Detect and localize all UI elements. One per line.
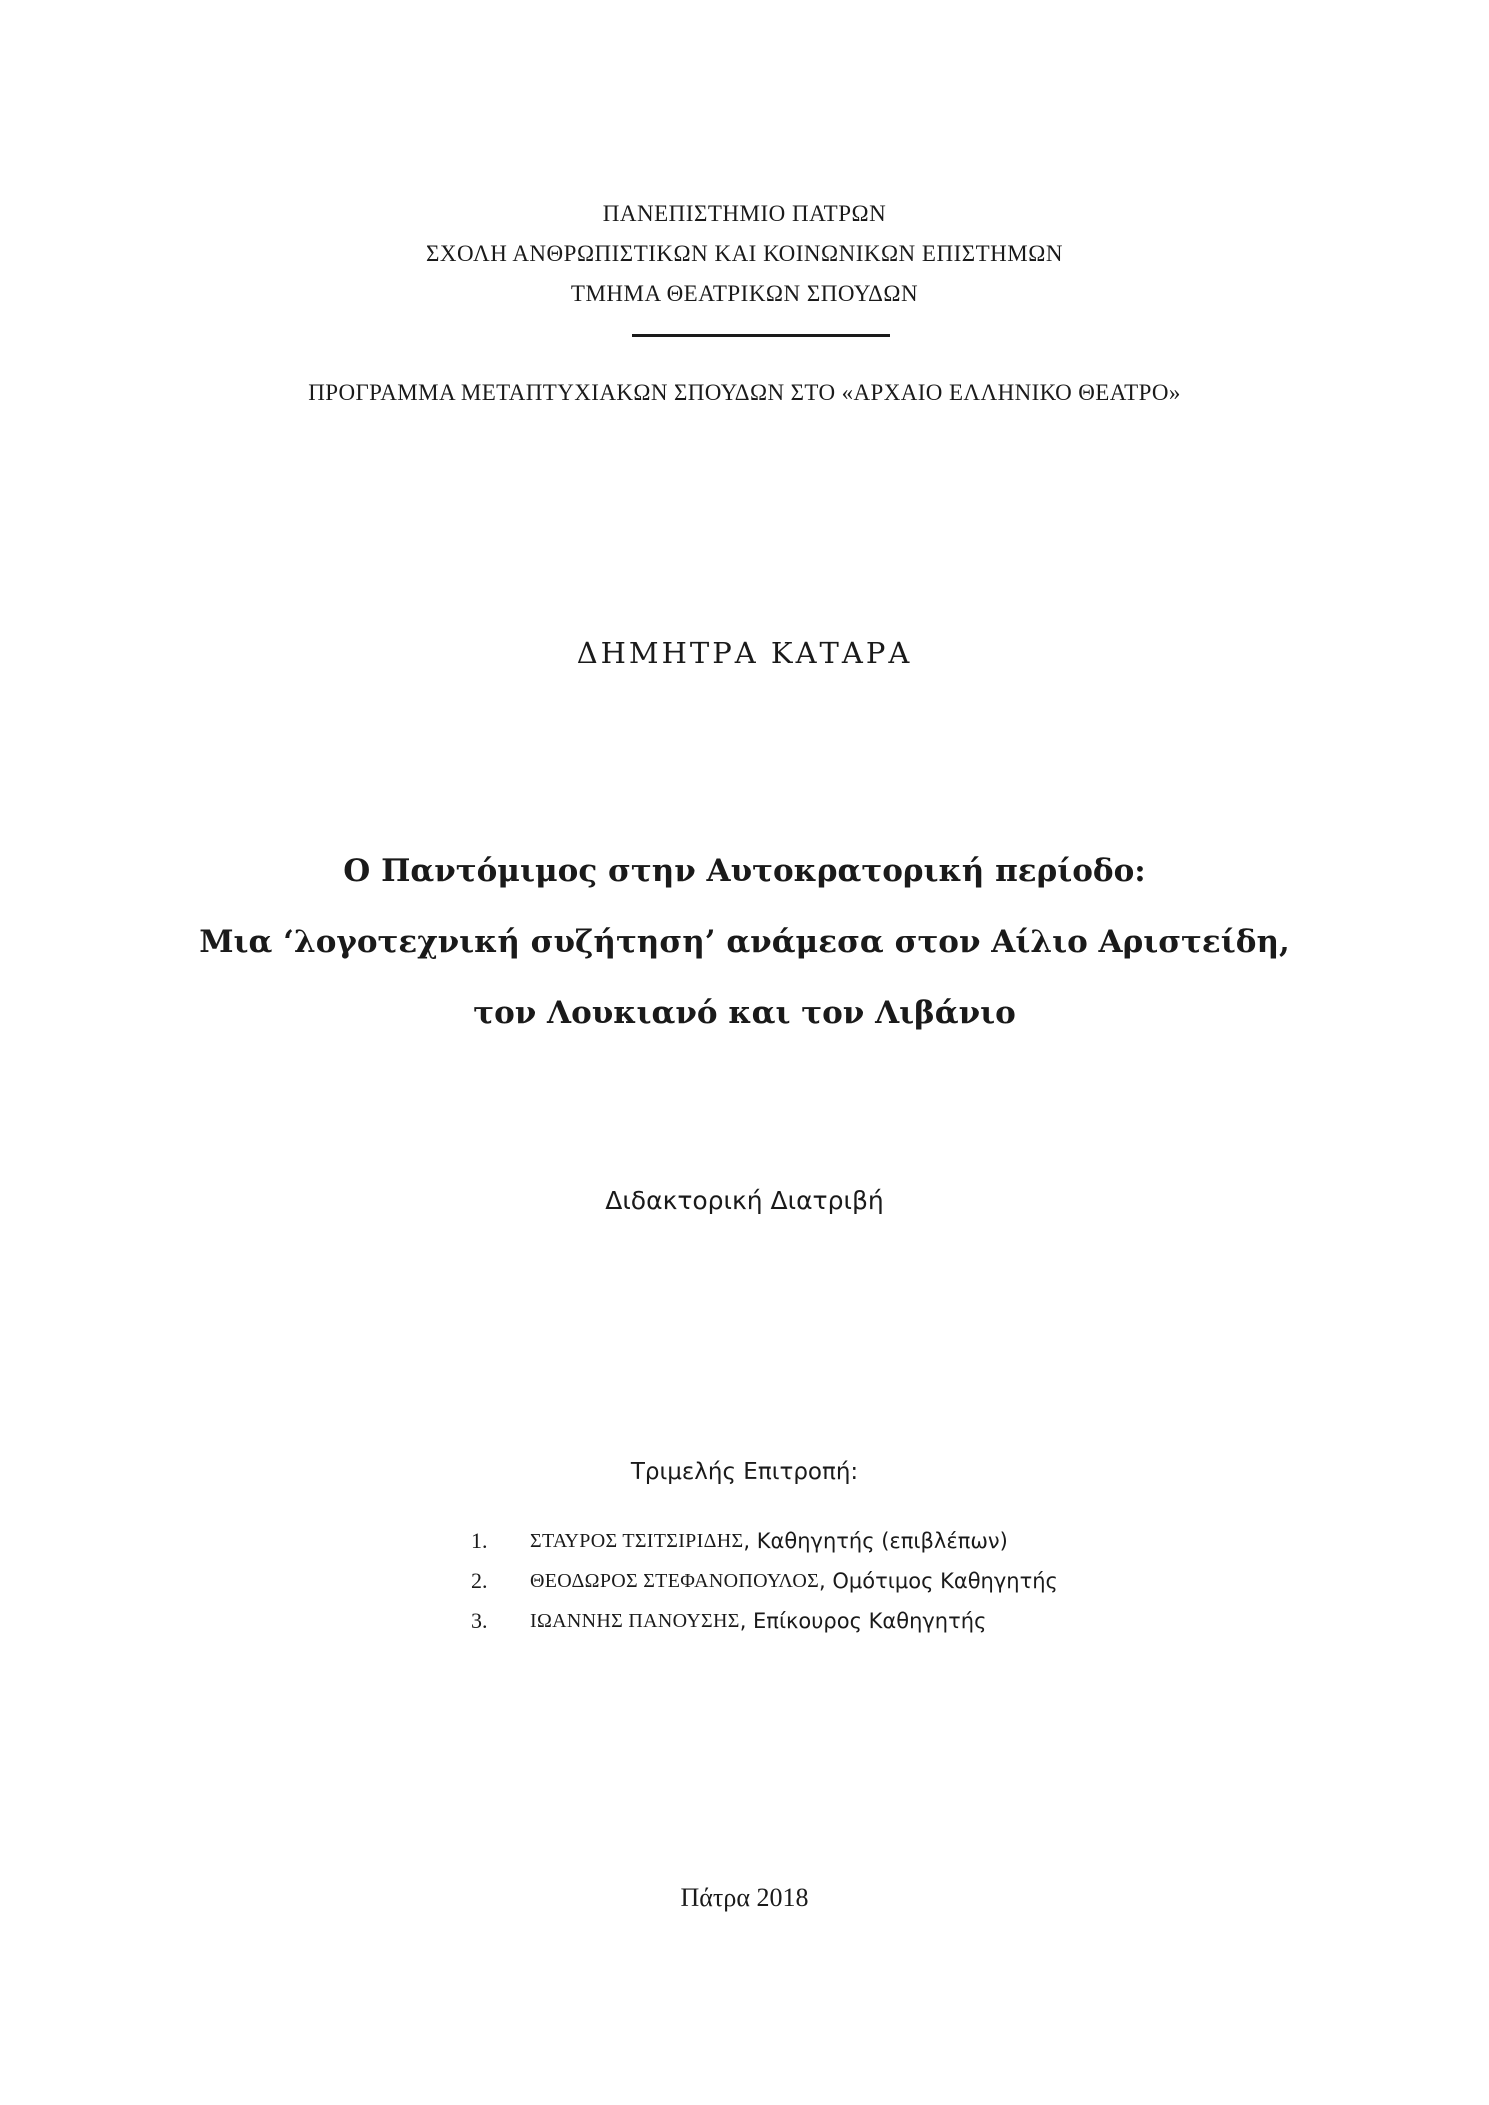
header-divider [632, 334, 890, 337]
member-role: , Ομότιμος Καθηγητής [819, 1569, 1058, 1593]
member-role: , Επίκουρος Καθηγητής [739, 1609, 987, 1633]
member-name: ΙΩΑΝΝΗΣ ΠΑΝΟΥΣΗΣ [530, 1609, 740, 1632]
committee-member [471, 1521, 1058, 1561]
member-name: ΘΕΟΔΩΡΟΣ ΣΤΕΦΑΝΟΠΟΥΛΟΣ [530, 1569, 820, 1592]
place-date: Πάτρα 2018 [680, 1883, 809, 1912]
committee-heading: Τριμελής Επιτροπή: [630, 1459, 859, 1485]
program-name: ΠΡΟΓΡΑΜΜΑ ΜΕΤΑΠΤΥΧΙΑΚΩΝ ΣΠΟΥΔΩΝ ΣΤΟ «ΑΡΧΑΙΟ ΕΛΛΗΝΙΚΟ ΘΕΑΤΡΟ» [308, 380, 1181, 405]
committee-member [471, 1601, 1058, 1641]
member-number: 3. [471, 1608, 488, 1633]
university-name: ΠΑΝΕΠΙΣΤΗΜΙΟ ΠΑΤΡΩΝ [602, 201, 887, 226]
author-name: ΔΗΜΗΤΡΑ ΚΑΤΑΡΑ [576, 636, 913, 670]
member-number: 2. [471, 1568, 488, 1593]
member-number: 1. [471, 1528, 488, 1553]
title-line-1: Ο Παντόμιμος στην Αυτοκρατορική περίοδο: [343, 853, 1146, 889]
institution-block [0, 194, 1489, 314]
department-name: ΤΜΗΜΑ ΘΕΑΤΡΙΚΩΝ ΣΠΟΥΔΩΝ [570, 281, 919, 306]
school-name: ΣΧΟΛΗ ΑΝΘΡΩΠΙΣΤΙΚΩΝ ΚΑΙ ΚΟΙΝΩΝΙΚΩΝ ΕΠΙΣΤΗΜΩΝ [426, 241, 1063, 266]
title-line-3: τον Λουκιανό και τον Λιβάνιο [473, 995, 1016, 1031]
member-role: , Καθηγητής (επιβλέπων) [743, 1529, 1008, 1553]
member-name: ΣΤΑΥΡΟΣ ΤΣΙΤΣΙΡΙΔΗΣ [530, 1529, 744, 1552]
committee-list [471, 1521, 1058, 1641]
committee-member [471, 1561, 1058, 1601]
document-type: Διδακτορική Διατριβή [605, 1186, 884, 1215]
thesis-title [0, 836, 1489, 1049]
title-line-2: Μια ‘λογοτεχνική συζήτηση’ ανάμεσα στον Αίλιο Αριστείδη, [199, 924, 1290, 960]
